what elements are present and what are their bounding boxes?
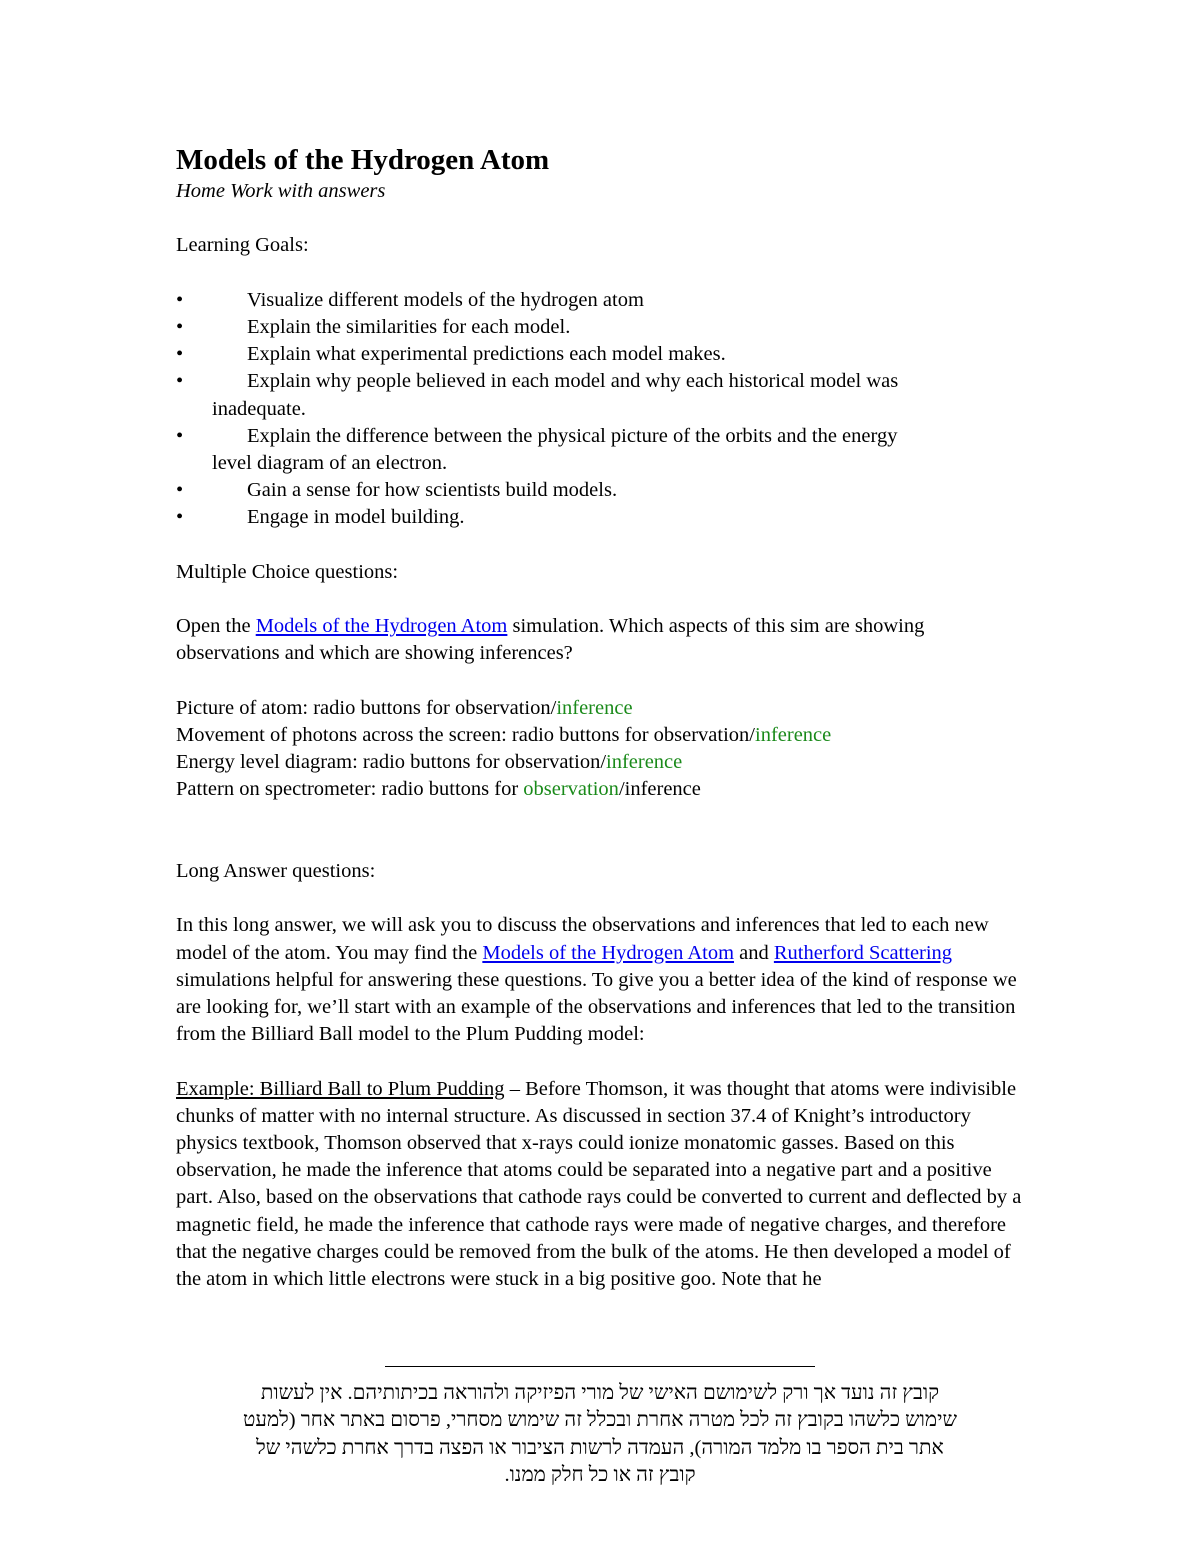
document-body — [176, 142, 1026, 1293]
open-sim-paragraph: Open the Models of the Hydrogen Atom simulation. Which aspects of this sim are showing observations and which are showing inferences? — [176, 615, 925, 665]
footer-notice — [150, 1352, 1050, 1490]
rutherford-scattering-link[interactable]: Rutherford Scattering — [773, 941, 953, 964]
learning-goals-heading: Learning Goals: — [176, 234, 309, 257]
learning-goals-list — [176, 287, 1026, 532]
list-item: • Explain what experimental predictions each model makes. — [176, 341, 1026, 368]
list-item: • Explain the difference between the physical picture of the orbits and the energy level diagram of an electron. — [176, 424, 898, 474]
footer-line: קובץ זה נועד אך ורק לשימושם האישי של מורי הפיזיקה ולהוראה בכיתותיהם. אין לעשות — [260, 1381, 940, 1404]
footer-line: אתר בית הספר בו מלמד המורה), העמדה לרשות הציבור או הפצה בדרך אחרת כלשהי של — [256, 1436, 944, 1459]
footer-rule — [385, 1356, 815, 1367]
bullet-icon: • — [176, 424, 184, 447]
list-item: • Visualize different models of the hydrogen atom — [176, 287, 1026, 314]
answer-value: inference — [606, 751, 683, 774]
bullet-icon: • — [176, 343, 184, 366]
bullet-icon: • — [176, 370, 184, 393]
long-answer-intro: In this long answer, we will ask you to discuss the observations and inferences that led to each new model of the atom. You may find the Models of the Hydrogen Atom and Rutherford Scattering simulations helpful for answering these questions. To give you a better idea of the kind of response we are looking for, we’ll start with an example of the observations and inferences that led to the transition from the Billiard Ball model to the Plum Pudding model: — [176, 914, 1017, 1046]
example-paragraph: Example: Billiard Ball to Plum Pudding – Before Thomson, it was thought that atoms were indivisible chunks of matter with no internal structure. As discussed in section 37.4 of Knight’s introductory physics textbook, Thomson observed that x-rays could ionize monatomic gasses. Based on this observation, he made the inference that atoms could be separated into a negative part and a positive part. Also, based on the observations that cathode rays could be converted to current and deflected by a magnetic field, he made the inference that cathode rays were made of negative charges, and therefore that the negative charges could be removed from the bulk of the atoms. He then developed a model of the atom in which little electrons were stuck in a big positive goo. Note that he — [176, 1077, 1022, 1290]
subtitle: Home Work with answers — [176, 180, 386, 202]
example-heading: Example: Billiard Ball to Plum Pudding — [176, 1077, 505, 1100]
long-answer-heading: Long Answer questions: — [176, 859, 376, 882]
hydrogen-atom-sim-link[interactable]: Models of the Hydrogen Atom — [255, 615, 508, 638]
bullet-icon: • — [176, 479, 184, 502]
list-item: • Engage in model building. — [176, 504, 1026, 531]
page-title: Models of the Hydrogen Atom — [176, 144, 550, 176]
list-item: • Explain the similarities for each model. — [176, 314, 1026, 341]
list-item: • Gain a sense for how scientists build models. — [176, 477, 1026, 504]
footer-line: שימוש כלשהו בקובץ זה לכל מטרה אחרת ובכלל זה שימוש מסחרי, פרסום באתר אחר (למעט — [243, 1409, 957, 1431]
multiple-choice-heading: Multiple Choice questions: — [176, 560, 399, 583]
answer-line: Movement of photons across the screen: radio buttons for observation/inference — [176, 723, 832, 746]
answer-line: Energy level diagram: radio buttons for observation/inference — [176, 751, 683, 774]
bullet-icon: • — [176, 506, 184, 529]
bullet-icon: • — [176, 288, 184, 311]
footer-line: קובץ זה או כל חלק ממנו. — [504, 1464, 696, 1486]
answer-value: inference — [755, 723, 832, 746]
answer-line: Pattern on spectrometer: radio buttons for observation/inference — [176, 778, 701, 801]
hydrogen-atom-sim-link[interactable]: Models of the Hydrogen Atom — [482, 941, 735, 964]
answer-value: observation — [523, 778, 619, 801]
list-item: • Explain why people believed in each model and why each historical model was inadequate. — [176, 370, 899, 420]
answer-line: Picture of atom: radio buttons for observation/inference — [176, 696, 633, 719]
bullet-icon: • — [176, 315, 184, 338]
answer-value: inference — [556, 696, 633, 719]
